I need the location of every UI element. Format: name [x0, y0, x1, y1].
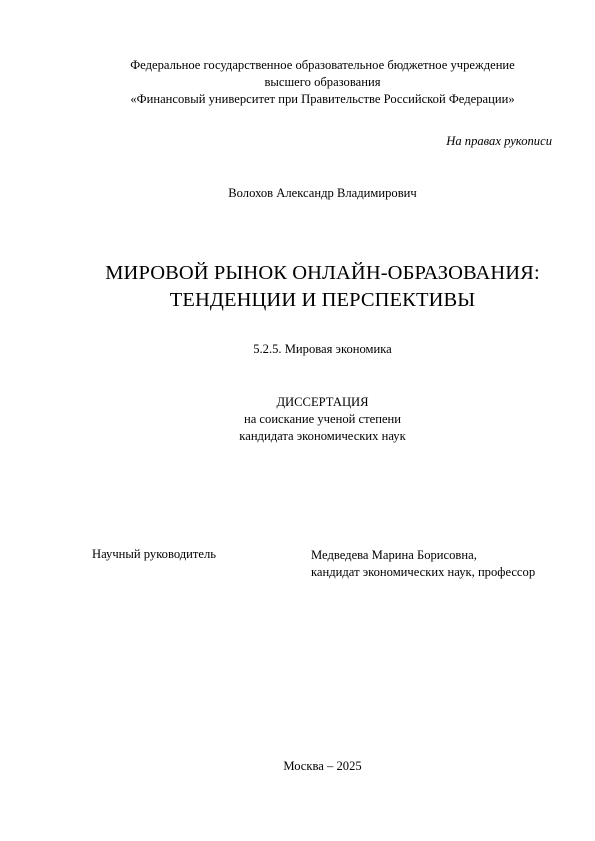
- specialty-code: 5.2.5. Мировая экономика: [253, 342, 392, 356]
- city-year: Москва – 2025: [283, 759, 362, 773]
- institution-line-1: Федеральное государственное образовательное бюджетное учреждение: [130, 58, 515, 72]
- supervisor-credentials: кандидат экономических наук, профессор: [311, 565, 536, 579]
- dissertation-heading: ДИССЕРТАЦИЯ: [276, 395, 369, 409]
- institution-block: [25, 57, 595, 108]
- title-line-1: МИРОВОЙ РЫНОК ОНЛАЙН-ОБРАЗОВАНИЯ:: [105, 262, 540, 284]
- dissertation-title: [25, 260, 595, 314]
- institution-line-3: «Финансовый университет при Правительстве Российской Федерации»: [130, 92, 515, 106]
- title-line-2: ТЕНДЕНЦИИ И ПЕРСПЕКТИВЫ: [169, 289, 476, 311]
- degree-line-2: кандидата экономических наук: [239, 429, 406, 443]
- supervisor-name: Медведева Марина Борисовна,: [311, 548, 477, 562]
- supervisor-info: [311, 547, 535, 581]
- institution-line-2: высшего образования: [264, 75, 381, 89]
- author-name: Волохов Александр Владимирович: [228, 186, 417, 200]
- dissertation-degree-block: [25, 394, 595, 445]
- supervisor-label: Научный руководитель: [92, 547, 217, 561]
- degree-line-1: на соискание ученой степени: [243, 412, 402, 426]
- manuscript-rights: На правах рукописи: [446, 134, 552, 148]
